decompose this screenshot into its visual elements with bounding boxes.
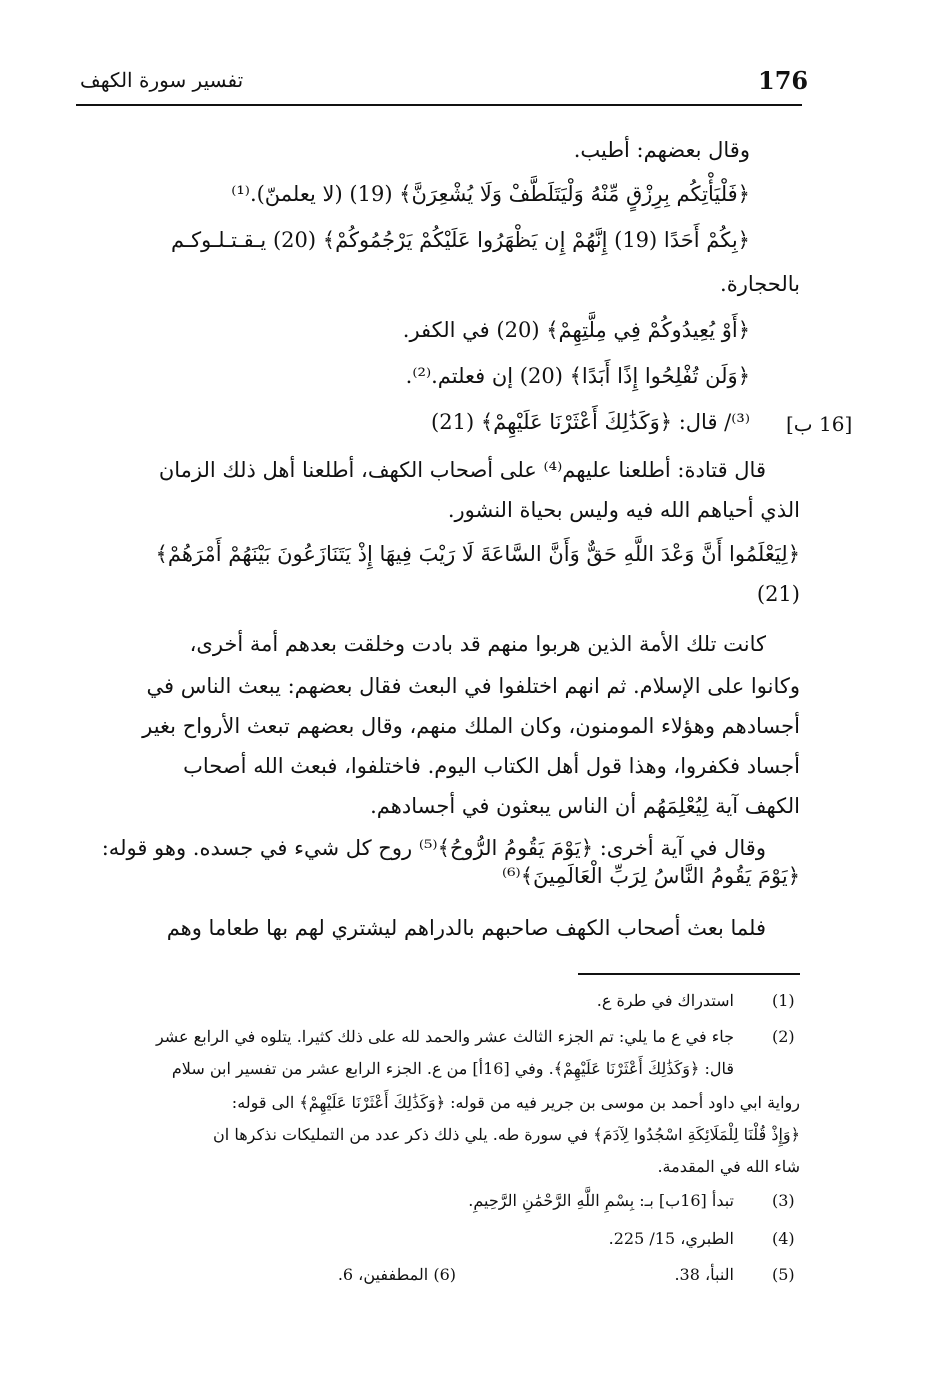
- footnote-number-3: (3): [772, 1191, 795, 1210]
- footnote-5: النبأ، 38.: [674, 1265, 734, 1284]
- body-line-6: ﴿وَلَن تُفْلِحُوا إِذًا أَبَدًا﴾ (20) إن فعلتم.⁽²⁾.: [405, 364, 750, 388]
- footnote-number-4: (4): [772, 1229, 795, 1248]
- body-line-8: قال قتادة: أطلعنا عليهم⁽⁴⁾ على أصحاب الكهف، أطلعنا أهل ذلك الزمان: [158, 458, 766, 482]
- body-line-19: فلما بعث أصحاب الكهف صاحبهم بالدراهم ليشتري لهم بها طعاما وهم: [166, 916, 766, 940]
- body-line-13: وكانوا على الإسلام. ثم انهم اختلفوا في البعث فقال بعضهم: يبعث الناس في: [146, 674, 800, 698]
- body-line-10: ﴿لِيَعْلَمُوا أَنَّ وَعْدَ اللَّهِ حَقٌّ وَأَنَّ السَّاعَةَ لَا رَيْبَ فِيهَا إِذْ يَتَنَازَعُونَ بَيْنَهُمْ أَمْرَهُمْ﴾: [155, 542, 800, 566]
- footnote-1: استدراك في طرة ع.: [596, 991, 734, 1010]
- footnote-2-line-4: ﴿وَإِذْ قُلْنَا لِلْمَلَائِكَةِ اسْجُدُوا لِآدَمَ﴾ في سورة طه. يلي ذلك ذكر عدد من التمليكات نذكرها ان: [213, 1125, 800, 1144]
- footnote-number-2: (2): [772, 1027, 795, 1046]
- body-line-1: وقال بعضهم: أطيب.: [573, 138, 750, 162]
- body-line-11: (21): [756, 582, 800, 606]
- body-line-2: ﴿فَلْيَأْتِكُم بِرِزْقٍ مِّنْهُ وَلْيَتَلَطَّفْ وَلَا يُشْعِرَنَّ﴾ (19) (لا يعلمنّ).⁽¹⁾: [231, 182, 750, 206]
- footnote-2-line-3: رواية ابي داود أحمد بن موسى بن جرير فيه من قوله: ﴿وَكَذَٰلِكَ أَعْثَرْنَا عَلَيْهِمْ﴾ الى قوله:: [231, 1093, 800, 1112]
- body-line-9: الذي أحياهم الله فيه وليس بحياة النشور.: [447, 498, 800, 522]
- running-title: تفسير سورة الكهف: [80, 68, 244, 92]
- footnote-number-5: (5): [772, 1265, 795, 1284]
- body-line-16: الكهف آية لِيُعْلِمَهُم أن الناس يبعثون في أجسادهم.: [370, 794, 800, 818]
- footnote-6: (6) المطففين، 6.: [337, 1265, 456, 1284]
- body-line-5: ﴿أَوْ يُعِيدُوكُمْ فِي مِلَّتِهِمْ﴾ (20) في الكفر.: [402, 318, 750, 342]
- body-line-17: وقال في آية أخرى: ﴿يَوْمَ يَقُومُ الرُّوحُ﴾⁽⁵⁾ روح كل شيء في جسده. وهو قوله:: [101, 836, 766, 860]
- margin-folio-note: [16 ب]: [786, 412, 853, 436]
- footnote-4: الطبري، 15/ 225.: [608, 1229, 734, 1248]
- body-line-4: بالحجارة.: [720, 272, 800, 296]
- body-line-12: كانت تلك الأمة الذين هربوا منهم قد بادت وخلقت بعدهم أمة أخرى،: [189, 632, 766, 656]
- footnote-rule: [578, 973, 800, 975]
- body-line-7: ⁽³⁾/ قال: ﴿وَكَذَٰلِكَ أَعْثَرْنَا عَلَيْهِمْ﴾ (21): [431, 410, 750, 434]
- footnote-2-line-2: قال: ﴿وَكَذَٰلِكَ أَعْثَرْنَا عَلَيْهِمْ﴾. وفي [16أ] من ع. الجزء الرابع عشر من تفسير ابن سلام: [171, 1059, 734, 1078]
- footnote-number-1: (1): [772, 991, 795, 1010]
- body-line-3: ﴿بِكُمْ أَحَدًا (19) إِنَّهُمْ إِن يَظْهَرُوا عَلَيْكُمْ يَرْجُمُوكُمْ﴾ (20) يـقـتـلـوكـم: [170, 228, 750, 252]
- footnote-2-line-5: شاء الله في المقدمة.: [657, 1157, 800, 1176]
- page-number: 176: [758, 66, 809, 95]
- body-line-18: ﴿يَوْمَ يَقُومُ النَّاسُ لِرَبِّ الْعَالَمِينَ﴾⁽⁶⁾: [501, 864, 800, 888]
- body-line-14: أجسادهم وهؤلاء المومنون، وكان الملك منهم، وقال بعضهم تبعث الأرواح بغير: [142, 714, 800, 738]
- body-line-15: أجساد فكفروا، وهذا قول أهل الكتاب اليوم. فاختلفوا، فبعث الله أصحاب: [183, 754, 800, 778]
- footnote-2-line-1: جاء في ع ما يلي: تم الجزء الثالث عشر والحمد لله على ذلك كثيرا. يتلوه في الرابع عشر: [155, 1027, 734, 1046]
- header-rule: [76, 104, 802, 106]
- footnote-3: تبدأ [16ب] بـ: بِسْمِ اللَّهِ الرَّحْمَٰنِ الرَّحِيمِ.: [468, 1191, 734, 1210]
